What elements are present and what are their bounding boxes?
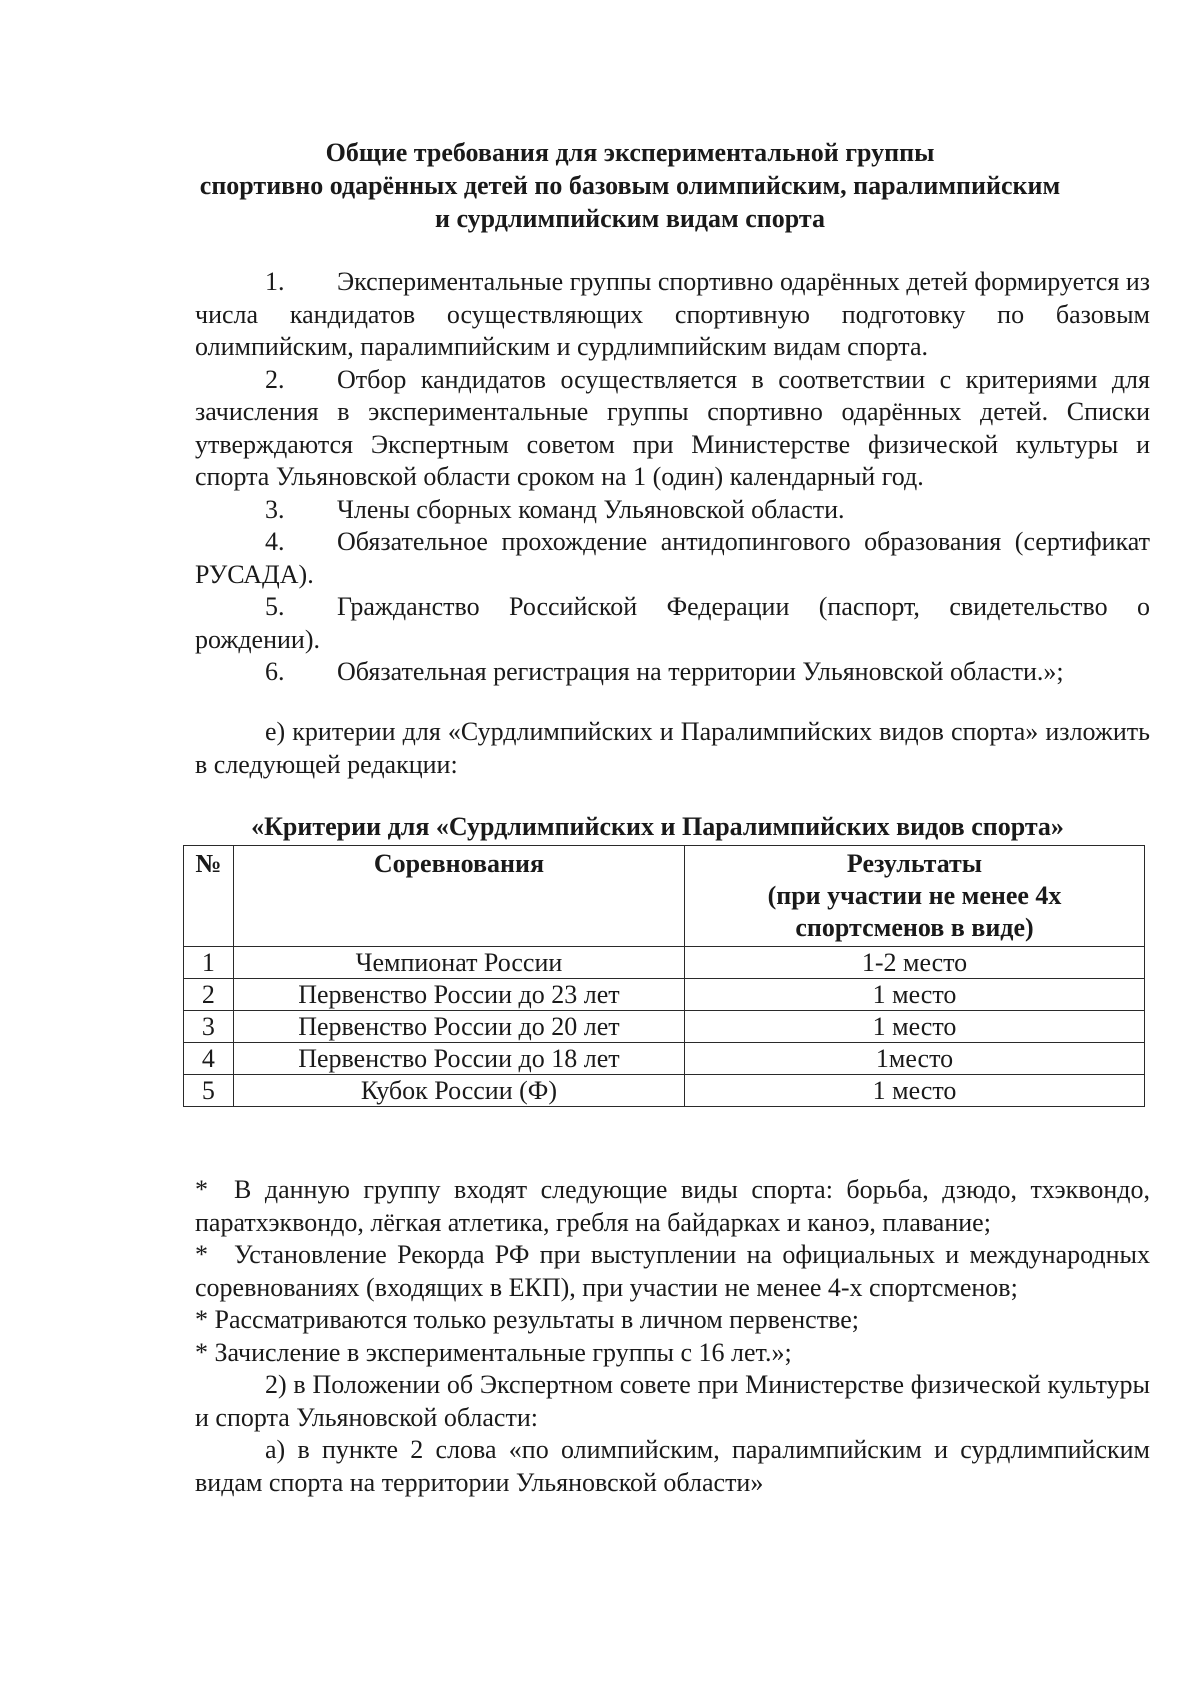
note-text: В данную группу входят следующие виды спорта: борьба, дзюдо, тхэквондо, паратхэквондо, лёгкая атлетика, гребля на байдарках и каноэ, плавание; — [195, 1175, 1150, 1237]
asterisk-mark: * — [195, 1337, 208, 1367]
note-item — [195, 1304, 1150, 1337]
row-number: 1 — [184, 947, 234, 979]
table-row — [184, 947, 1145, 979]
row-competition: Первенство России до 20 лет — [233, 1011, 684, 1043]
requirement-item — [195, 656, 1150, 689]
row-competition: Первенство России до 18 лет — [233, 1043, 684, 1075]
row-result: 1 место — [685, 979, 1145, 1011]
header-number: № — [184, 846, 234, 947]
row-result: 1 место — [685, 1011, 1145, 1043]
requirement-text: Обязательное прохождение антидопингового образования (сертификат РУСАДА). — [195, 527, 1150, 589]
note-item — [195, 1337, 1150, 1370]
criteria-table — [183, 845, 1145, 1107]
asterisk-mark: * — [195, 1305, 208, 1334]
row-result: 1место — [685, 1043, 1145, 1075]
header-results — [685, 846, 1145, 947]
e-paragraph-block — [195, 716, 1150, 781]
e-paragraph: е) критерии для «Сурдлимпийских и Паралимпийских видов спорта» изложить в следующей редакции: — [195, 717, 1150, 779]
requirement-item — [195, 364, 1150, 494]
header-results-line: (при участии не менее 4х — [767, 881, 1062, 910]
note-item — [195, 1239, 1150, 1304]
requirement-text: Гражданство Российской Федерации (паспорт, свидетельство о рождении). — [195, 592, 1150, 654]
note-item — [195, 1174, 1150, 1239]
asterisk-mark: * — [195, 1175, 208, 1204]
row-result: 1-2 место — [685, 947, 1145, 979]
table-row — [184, 1011, 1145, 1043]
header-results-line: Результаты — [846, 849, 983, 878]
point-2-paragraph: 2) в Положении об Экспертном совете при Министерстве физической культуры и спорта Ульяновской области: — [195, 1370, 1150, 1432]
table-row — [184, 979, 1145, 1011]
asterisk-mark: * — [195, 1240, 208, 1269]
table-row — [184, 1075, 1145, 1107]
note-text: Установление Рекорда РФ при выступлении на официальных и международных соревнованиях (входящих в ЕКП), при участии не менее 4-х спортсменов; — [195, 1240, 1150, 1302]
header-results-line: спортсменов в виде) — [795, 913, 1034, 942]
title-line: и сурдлимпийским видам спорта — [435, 204, 825, 233]
document-title — [180, 136, 1080, 235]
requirement-text: Экспериментальные группы спортивно одарённых детей формируется из числа кандидатов осуществляющих спортивную подготовку по базовым олимпийским, паралимпийским и сурдлимпийским видам спорта. — [195, 267, 1150, 361]
row-number: 2 — [184, 979, 234, 1011]
row-competition: Чемпионат России — [233, 947, 684, 979]
requirements-list — [195, 266, 1150, 689]
row-number: 3 — [184, 1011, 234, 1043]
note-text: Зачисление в экспериментальные группы с 16 лет.»; — [214, 1337, 792, 1367]
requirement-text: Обязательная регистрация на территории Ульяновской области.»; — [337, 657, 1064, 686]
requirement-number: 1. — [265, 267, 285, 296]
header-competition: Соревнования — [233, 846, 684, 947]
table-header-row — [184, 846, 1145, 947]
requirement-number: 5. — [265, 592, 285, 621]
title-line: Общие требования для экспериментальной группы — [325, 138, 935, 167]
requirement-text: Члены сборных команд Ульяновской области. — [337, 494, 845, 524]
requirement-number: 6. — [265, 657, 285, 686]
requirement-number: 4. — [265, 527, 285, 556]
point-a-paragraph: а) в пункте 2 слова «по олимпийским, паралимпийским и сурдлимпийским видам спорта на территории Ульяновской области» — [195, 1435, 1150, 1497]
requirement-text: Отбор кандидатов осуществляется в соответствии с критериями для зачисления в экспериментальные группы спортивно одарённых детей. Списки утверждаются Экспертным советом при Министерстве физической культуры и спорта Ульяновской области сроком на 1 (один) календарный год. — [195, 364, 1150, 491]
note-text: Рассматриваются только результаты в личном первенстве; — [214, 1305, 859, 1334]
row-number: 5 — [184, 1075, 234, 1107]
row-result: 1 место — [685, 1075, 1145, 1107]
requirement-item — [195, 591, 1150, 656]
row-competition: Кубок России (Ф) — [233, 1075, 684, 1107]
requirement-item — [195, 526, 1150, 591]
requirement-number: 2. — [265, 364, 285, 394]
table-title: «Критерии для «Сурдлимпийских и Паралимпийских видов спорта» — [251, 812, 1064, 841]
requirement-item — [195, 494, 1150, 527]
title-line: спортивно одарённых детей по базовым олимпийским, паралимпийским — [199, 171, 1061, 200]
row-competition: Первенство России до 23 лет — [233, 979, 684, 1011]
requirement-item — [195, 266, 1150, 364]
requirement-number: 3. — [265, 494, 285, 524]
row-number: 4 — [184, 1043, 234, 1075]
notes-block — [195, 1174, 1150, 1499]
table-row — [184, 1043, 1145, 1075]
